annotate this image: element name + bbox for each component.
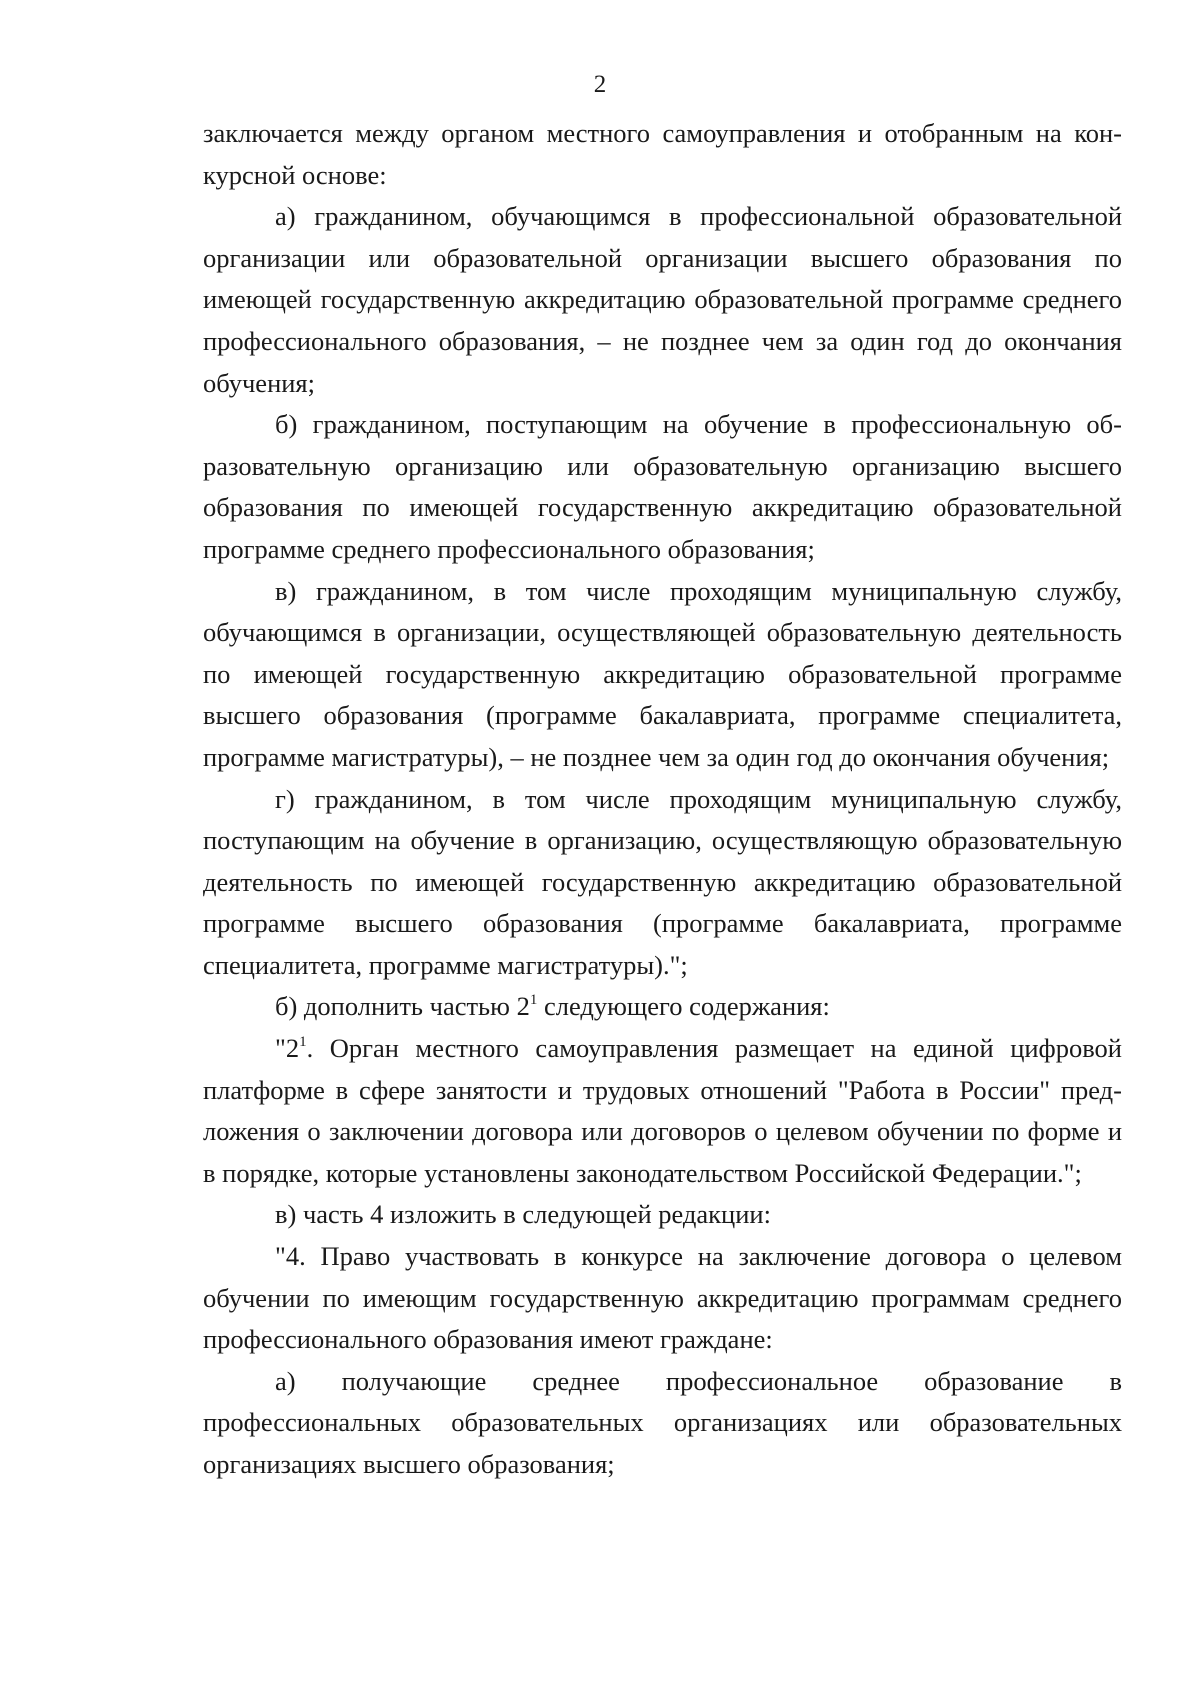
paragraph-text: г) гражданином, в том числе проходящим муниципальную службу, поступающим на обучение в организацию, осуществляющую образовательную деятельность по имеющей государственную аккредитацию образовательной программе высшего образования (программе бакалавриата, программе специалитета, программе магистратуры).";	[203, 783, 1122, 980]
superscript: 1	[529, 992, 538, 1009]
paragraph	[203, 1194, 1122, 1236]
paragraph	[203, 1361, 1122, 1486]
paragraph	[203, 1028, 1122, 1194]
paragraph	[203, 1236, 1122, 1361]
paragraph-text: заключается между органом местного самоуправления и отобранным на конкурсной основе:	[203, 118, 1122, 190]
paragraph-text: . Орган местного самоуправления размещает на единой цифровой платформе в сфере занятости и трудовых отношений "Работа в России" предложения о заключении договора или договоров о целевом обучении по форме и в порядке, которые установлены законодательством Российской Федерации.";	[203, 1033, 1122, 1188]
paragraph-text: б) гражданином, поступающим на обучение в профессиональную образовательную организацию или образовательную организацию высшего образования по имеющей государственную аккредитацию образовательной программе среднего профессионального образования;	[203, 409, 1122, 564]
paragraph	[203, 986, 1122, 1028]
paragraph-text: а) гражданином, обучающимся в профессиональной образовательной организации или образовательной организации высшего образования по имеющей государственную аккредитацию образовательной программе среднего профессионального образования, – не позднее чем за один год до окончания обучения;	[203, 201, 1122, 398]
paragraph-text: "4. Право участвовать в конкурсе на заключение договора о целевом обучении по имеющим государственную аккредитацию программам среднего профессионального образования имеют граждане:	[203, 1241, 1122, 1355]
paragraph	[203, 196, 1122, 404]
superscript: 1	[299, 1034, 307, 1051]
paragraph-text: а) получающие среднее профессиональное образование в профессиональных образовательных организациях или образовательных организациях высшего образования;	[203, 1365, 1122, 1479]
paragraph-text: в) гражданином, в том числе проходящим муниципальную службу, обучающимся в организации, осуществляющей образовательную деятельность по имеющей государственную аккредитацию образовательной программе высшего образования (программе бакалавриата, программе специалитета, программе магистратуры), – не позднее чем за один год до окончания обучения;	[203, 575, 1122, 772]
paragraph-text: в) часть 4 изложить в следующей редакции:	[275, 1199, 771, 1230]
paragraph-text: следующего содержания:	[537, 991, 830, 1022]
paragraph-text: "2	[275, 1033, 300, 1064]
document-body	[203, 113, 1122, 1486]
paragraph	[203, 571, 1122, 779]
paragraph	[203, 113, 1122, 196]
paragraph	[203, 404, 1122, 570]
paragraph-text: б) дополнить частью 2	[275, 991, 530, 1022]
page-number: 2	[593, 71, 607, 98]
paragraph	[203, 779, 1122, 987]
